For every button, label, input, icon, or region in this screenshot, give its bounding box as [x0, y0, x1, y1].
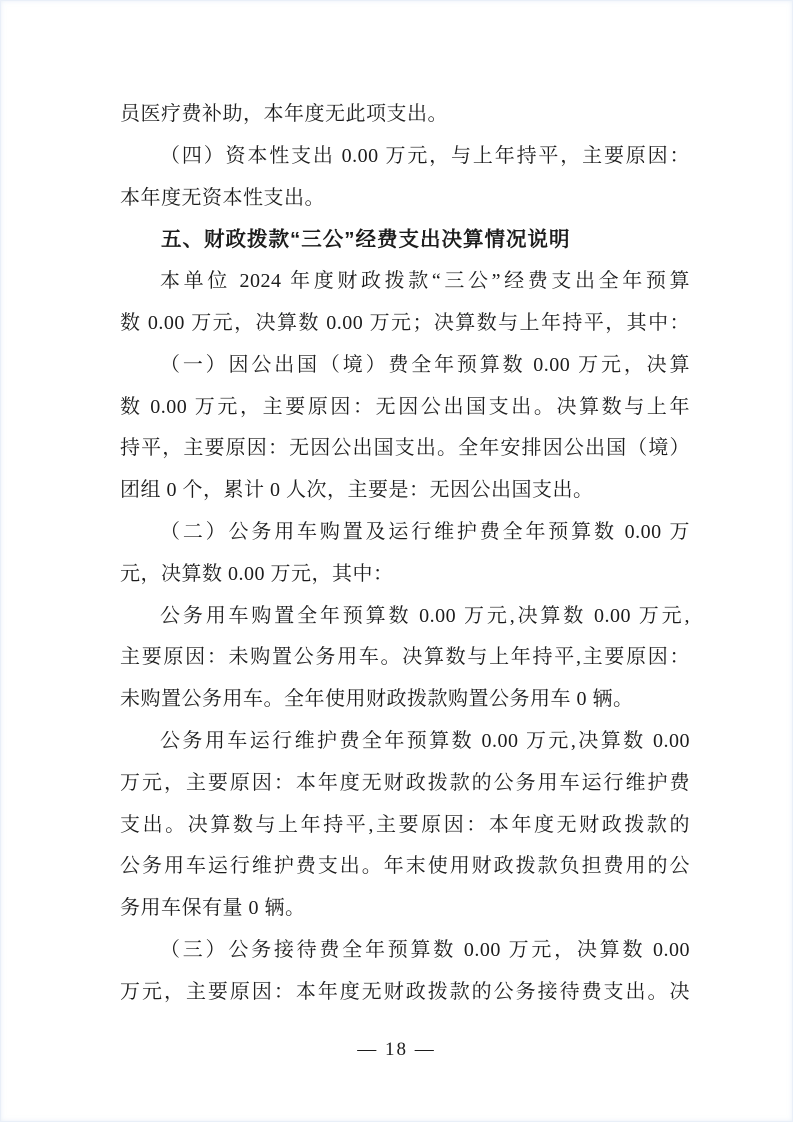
text-line: 务用车保有量 0 辆。	[120, 897, 306, 920]
text-line: 本单位 2024 年度财政拨款“三公”经费支出全年预算	[160, 270, 690, 293]
page-number: — 18 —	[357, 1039, 436, 1060]
text-line: （一）因公出国（境）费全年预算数 0.00 万元，决算	[160, 353, 690, 376]
text-line: （四）资本性支出 0.00 万元，与上年持平，主要原因：	[160, 144, 690, 167]
text-line: 未购置公务用车。全年使用财政拨款购置公务用车 0 辆。	[120, 688, 634, 711]
text-line: 员医疗费补助，本年度无此项支出。	[120, 103, 448, 125]
text-line: 主要原因：未购置公务用车。决算数与上年持平,主要原因：	[120, 646, 690, 669]
section-heading: 五、财政拨款“三公”经费支出决算情况说明	[161, 228, 571, 252]
text-line: 持平，主要原因：无因公出国支出。全年安排因公出国（境）	[120, 437, 690, 460]
text-line: 本年度无资本性支出。	[120, 186, 325, 209]
document-body	[120, 94, 690, 1014]
text-line: 公务用车运行维护费全年预算数 0.00 万元,决算数 0.00	[160, 729, 690, 752]
text-line: 团组 0 个，累计 0 人次，主要是：无因公出国支出。	[120, 479, 594, 502]
text-line: 公务用车购置全年预算数 0.00 万元,决算数 0.00 万元,	[160, 604, 690, 627]
text-line: 数 0.00 万元，主要原因：无因公出国支出。决算数与上年	[120, 395, 690, 418]
text-line: 公务用车运行维护费支出。年末使用财政拨款负担费用的公	[120, 855, 690, 878]
text-line: 支出。决算数与上年持平,主要原因：本年度无财政拨款的	[120, 813, 690, 836]
text-line: 元，决算数 0.00 万元，其中：	[120, 562, 394, 585]
text-line: 数 0.00 万元，决算数 0.00 万元；决算数与上年持平，其中：	[120, 311, 690, 334]
text-line: 万元，主要原因：本年度无财政拨款的公务接待费支出。决	[120, 980, 690, 1003]
text-line: （三）公务接待费全年预算数 0.00 万元，决算数 0.00	[160, 938, 690, 961]
text-line: （二）公务用车购置及运行维护费全年预算数 0.00 万	[160, 520, 690, 543]
text-line: 万元，主要原因：本年度无财政拨款的公务用车运行维护费	[120, 771, 690, 794]
